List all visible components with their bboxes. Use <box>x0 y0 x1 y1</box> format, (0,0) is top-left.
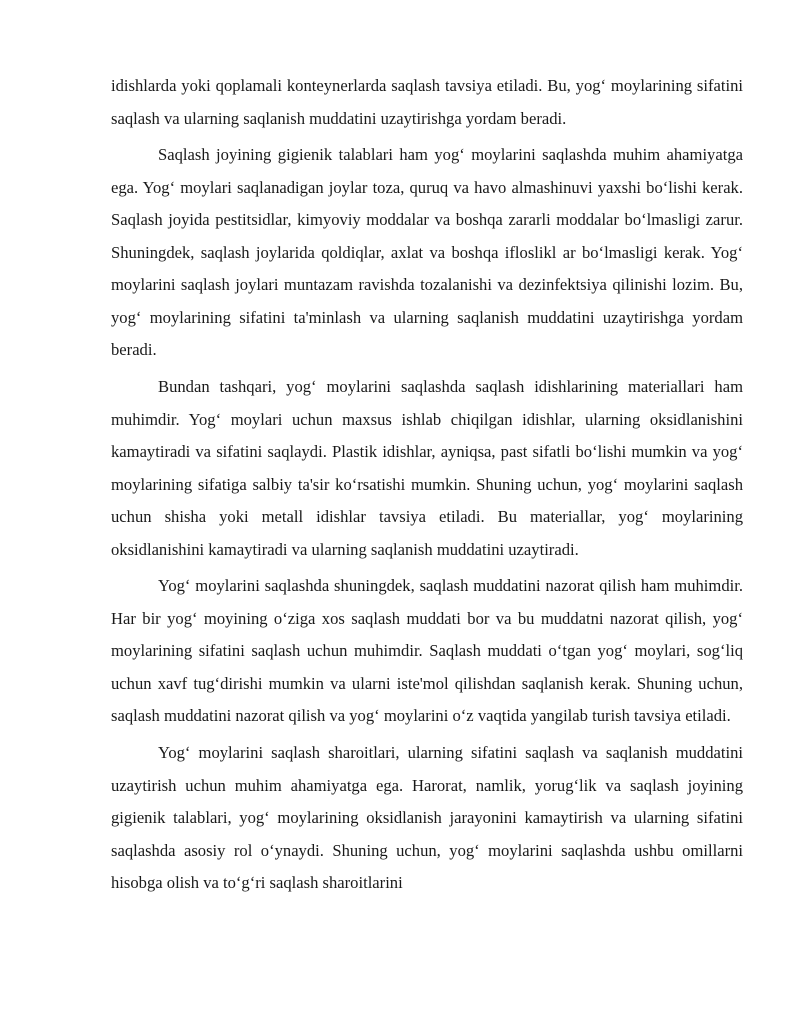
paragraph-shelf-life-control: Yog‘ moylarini saqlashda shuningdek, saqlash muddatini nazorat qilish ham muhimdir. Har bir yog‘ moyining o‘ziga xos saqlash muddati bor va bu muddatni nazorat qilish, yog‘ moylarining sifatini saqlash uchun muhimdir. Saqlash muddati o‘tgan yog‘ moylari, sog‘liq uchun xavf tug‘dirishi mumkin va ularni iste'mol qilishdan saqlanish kerak. Shuning uchun, saqlash muddatini nazorat qilish va yog‘ moylarini o‘z vaqtida yangilab turish tavsiya etiladi. <box>111 576 743 726</box>
document-body <box>111 70 743 904</box>
paragraph-storage-conditions: Yog‘ moylarini saqlash sharoitlari, ularning sifatini saqlash va saqlanish muddatini uzaytirish uchun muhim ahamiyatga ega. Harorat, namlik, yorug‘lik va saqlash joyining gigienik talablari, yog‘ moylarining oksidlanish jarayonini kamaytirish va ularning sifatini saqlashda asosiy rol o‘ynaydi. Shuning uchun, yog‘ moylarini saqlashda ushbu omillarni hisobga olish va to‘g‘ri saqlash sharoitlarini <box>111 743 743 893</box>
paragraph-continuation: idishlarda yoki qoplamali konteynerlarda saqlash tavsiya etiladi. Bu, yog‘ moylarining sifatini saqlash va ularning saqlanish muddatini uzaytirishga yordam beradi. <box>111 76 743 128</box>
paragraph-storage-hygiene: Saqlash joyining gigienik talablari ham yog‘ moylarini saqlashda muhim ahamiyatga ega. Yog‘ moylari saqlanadigan joylar toza, quruq va havo almashinuvi yaxshi bo‘lishi kerak. Saqlash joyida pestitsidlar, kimyoviy moddalar va boshqa zararli moddalar bo‘lmasligi zarur. Shuningdek, saqlash joylarida qoldiqlar, axlat va boshqa ifloslikl ar bo‘lmasligi kerak. Yog‘ moylarini saqlash joylari muntazam ravishda tozalanishi va dezinfektsiya qilinishi lozim. Bu, yog‘ moylarining sifatini ta'minlash va ularning saqlanish muddatini uzaytirishga yordam beradi. <box>111 145 743 360</box>
paragraph-container-materials: Bundan tashqari, yog‘ moylarini saqlashda saqlash idishlarining materiallari ham muhimdir. Yog‘ moylari uchun maxsus ishlab chiqilgan idishlar, ularning oksidlanishini kamaytiradi va sifatini saqlaydi. Plastik idishlar, ayniqsa, past sifatli bo‘lishi mumkin va yog‘ moylarining sifatiga salbiy ta'sir ko‘rsatishi mumkin. Shuning uchun, yog‘ moylarini saqlash uchun shisha yoki metall idishlar tavsiya etiladi. Bu materiallar, yog‘ moylarining oksidlanishini kamaytiradi va ularning saqlanish muddatini uzaytiradi. <box>111 377 743 559</box>
